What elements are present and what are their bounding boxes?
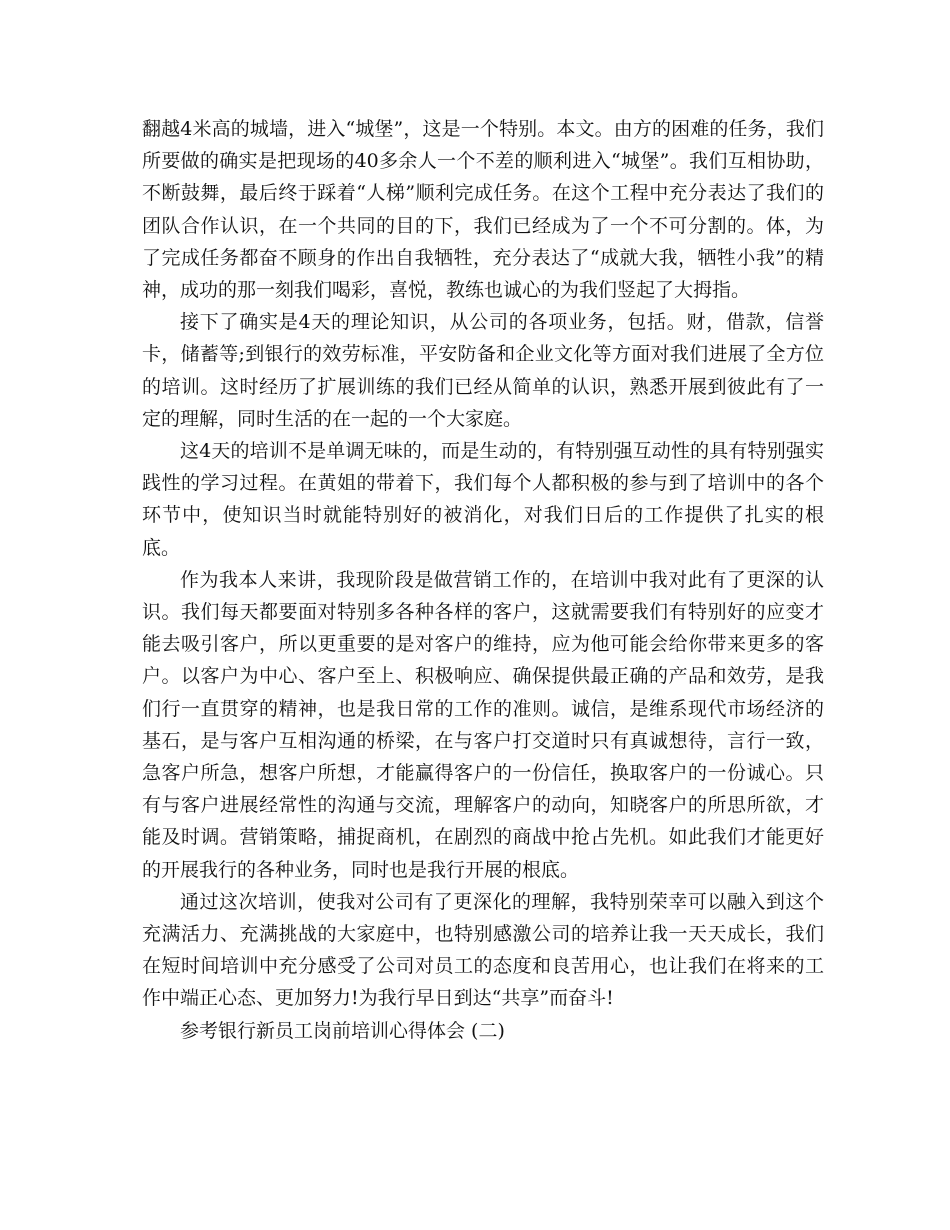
paragraph-5: 通过这次培训，使我对公司有了更深化的理解，我特别荣幸可以融入到这个充满活力、充满挑战的大家庭中，也特别感激公司的培养让我一天天成长，我们在短时间培训中充分感受了公司对员工的态度和良苦用心，也让我们在将来的工作中端正心态、更加努力!为我行早日到达“共享”而奋斗! (142, 890, 824, 1010)
section-heading: 参考银行新员工岗前培训心得体会 (二) (180, 1019, 505, 1042)
paragraph-4: 作为我本人来讲，我现阶段是做营销工作的，在培训中我对此有了更深的认识。我们每天都要面对特别多各种各样的客户，这就需要我们有特别好的应变才能去吸引客户，所以更重要的是对客户的维持，应为他可能会给你带来更多的客户。以客户为中心、客户至上、积极响应、确保提供最正确的产品和效劳，是我们行一直贯穿的精神，也是我日常的工作的准则。诚信，是维系现代市场经济的基石，是与客户互相沟通的桥梁，在与客户打交道时只有真诚想待，言行一致，急客户所急，想客户所想，才能赢得客户的一份信任，换取客户的一份诚心。只有与客户进展经常性的沟通与交流，理解客户的动向，知晓客户的所思所欲，才能及时调。营销策略，捕捉商机，在剧烈的商战中抢占先机。如此我们才能更好的开展我行的各种业务，同时也是我行开展的根底。 (142, 568, 824, 881)
document-body (142, 113, 824, 1047)
paragraph-1: 翻越4米高的城墙，进入“城堡”，这是一个特别。本文。由方的困难的任务，我们所要做的确实是把现场的40多余人一个不差的顺利进入“城堡”。我们互相协助，不断鼓舞，最后终于踩着“人梯”顺利完成任务。在这个工程中充分表达了我们的团队合作认识，在一个共同的目的下，我们已经成为了一个不可分割的。体，为了完成任务都奋不顾身的作出自我牺牲，充分表达了“成就大我，牺牲小我”的精神，成功的那一刻我们喝彩，喜悦，教练也诚心的为我们竖起了大拇指。 (142, 118, 824, 302)
paragraph-3: 这4天的培训不是单调无味的，而是生动的，有特别强互动性的具有特别强实践性的学习过程。在黄姐的带着下，我们每个人都积极的参与到了培训中的各个环节中，使知识当时就能特别好的被消化，对我们日后的工作提供了扎实的根底。 (142, 440, 824, 559)
paragraph-2: 接下了确实是4天的理论知识，从公司的各项业务，包括。财，借款，信誉卡，储蓄等;到银行的效劳标准，平安防备和企业文化等方面对我们进展了全方位的培训。这时经历了扩展训练的我们已经从简单的认识，熟悉开展到彼此有了一定的理解，同时生活的在一起的一个大家庭。 (142, 311, 824, 430)
